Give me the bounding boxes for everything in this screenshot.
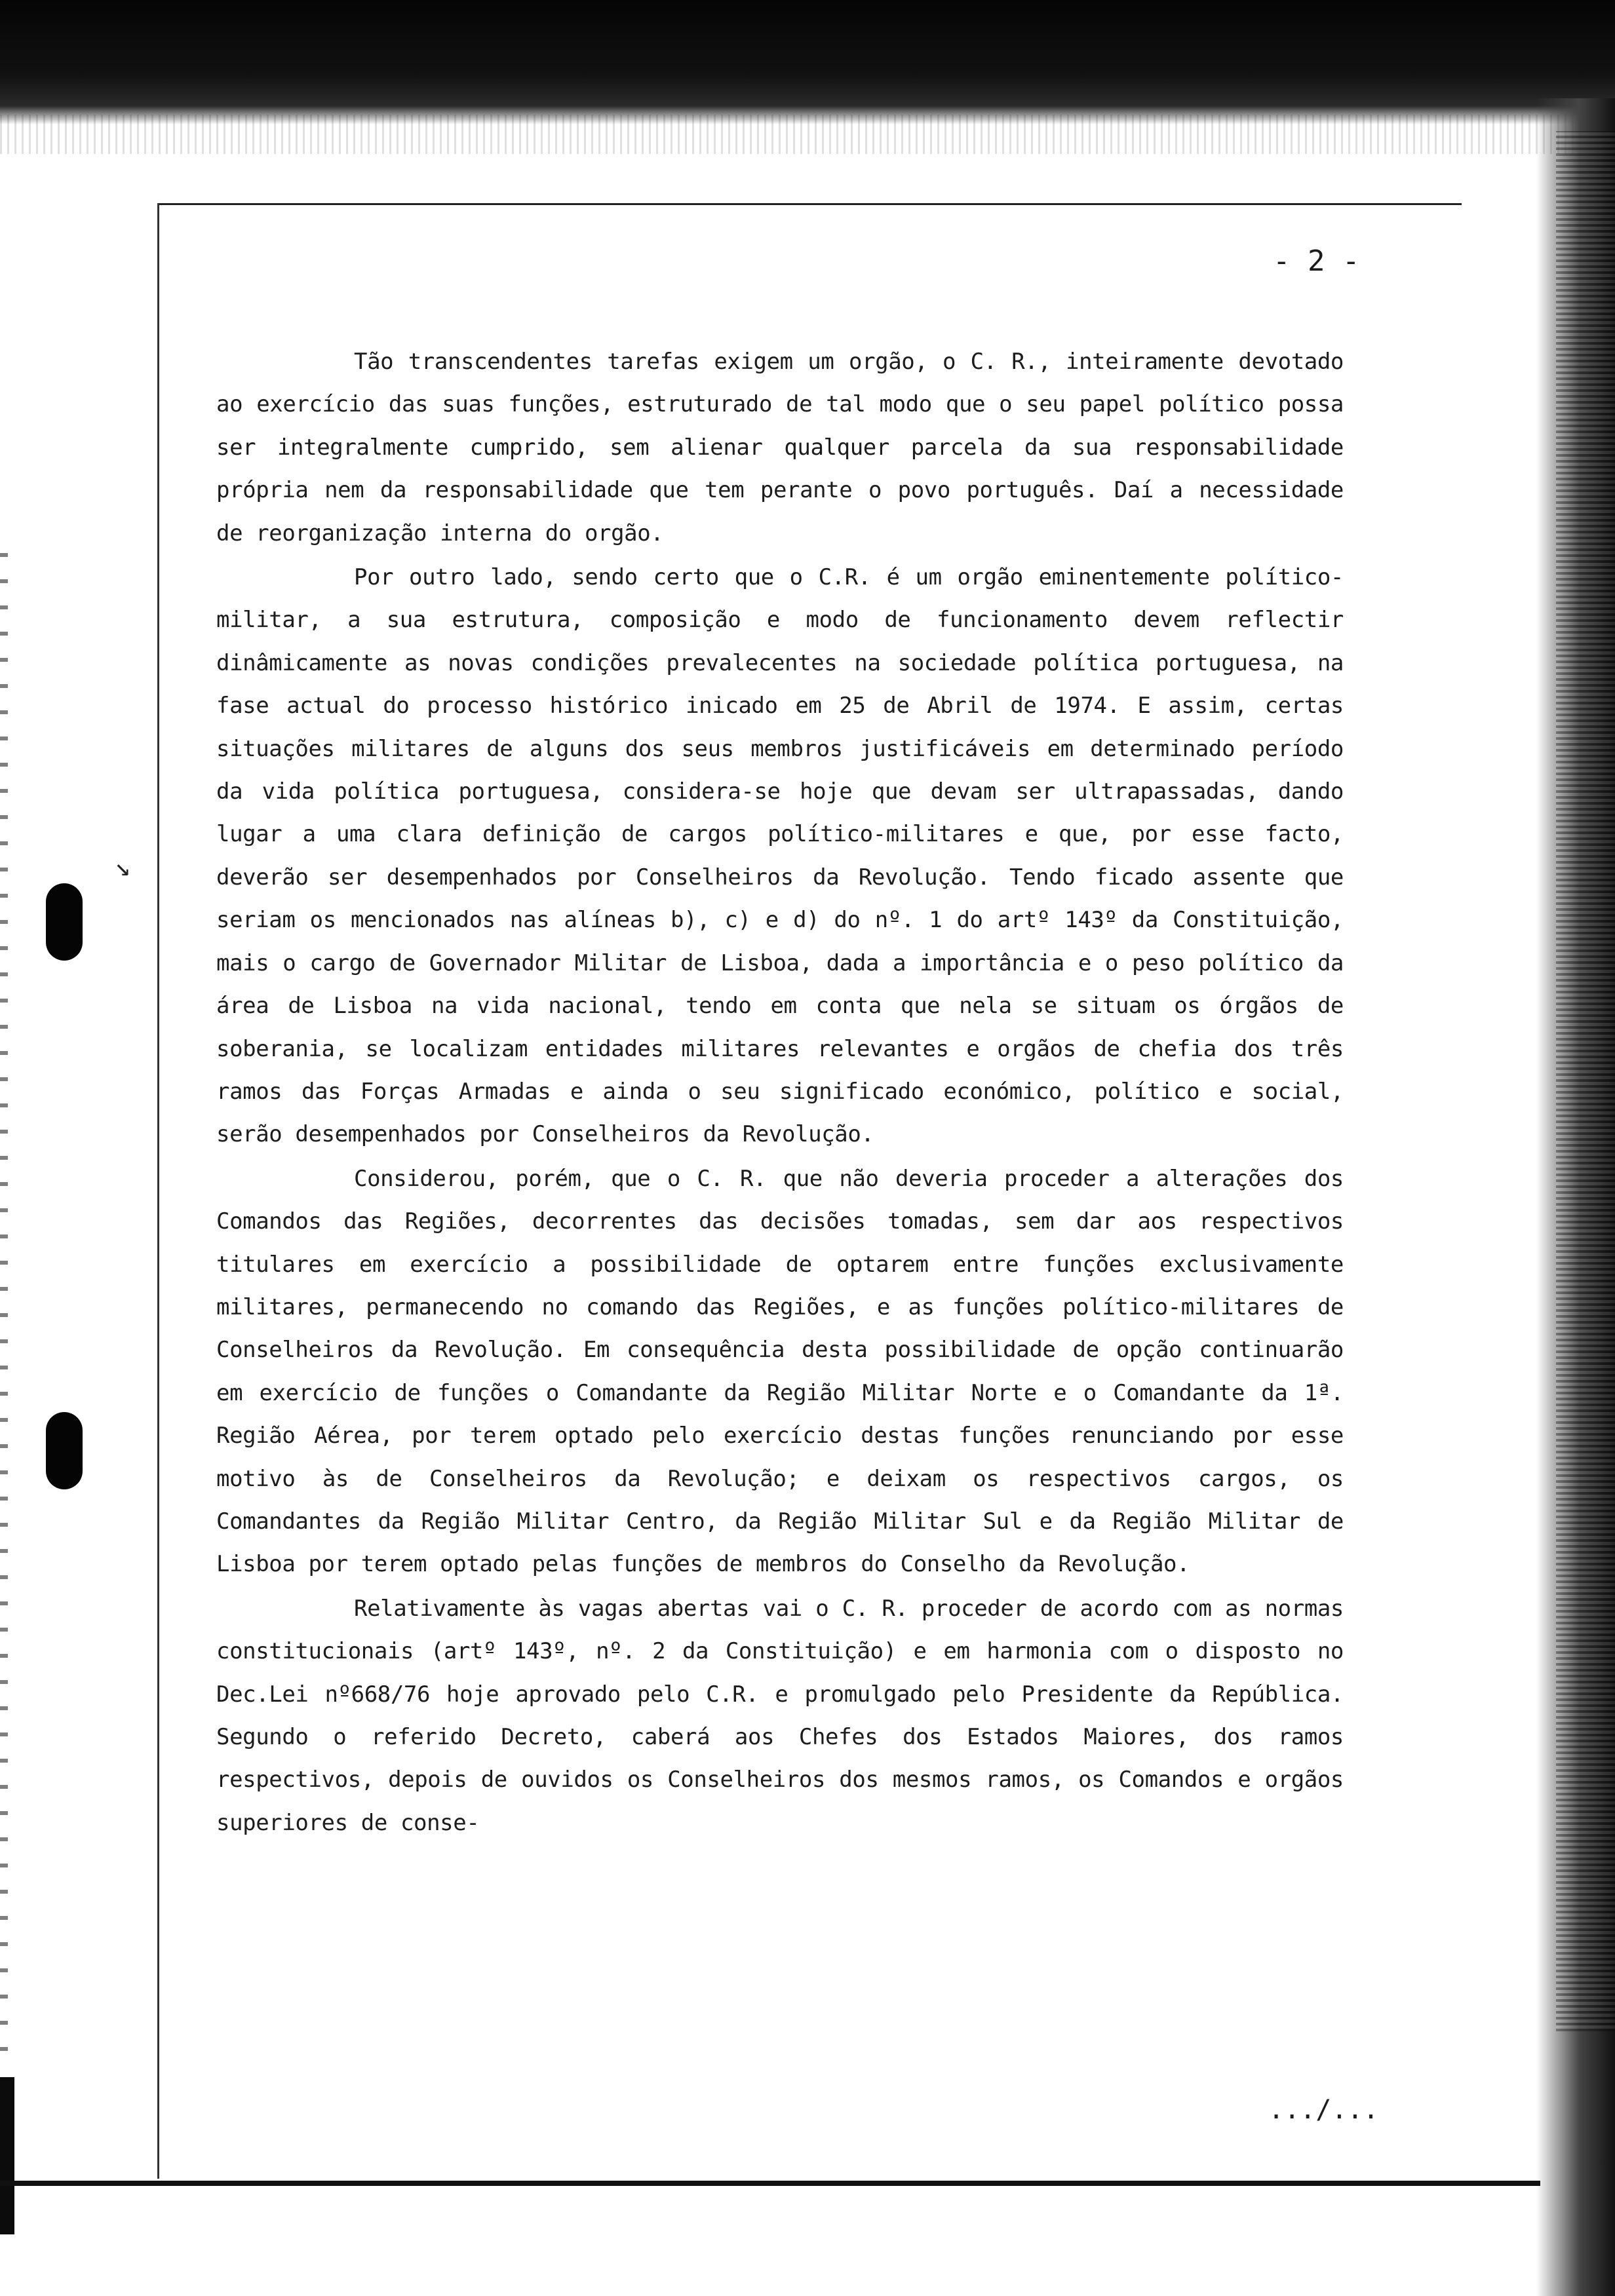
scan-right-texture — [1556, 131, 1615, 2031]
paragraph-1: Tão transcendentes tarefas exigem um orgão, o C. R., inteiramente devotado ao exercício das suas funções, estruturado de tal modo que o seu papel político possa ser integralmente cumprido, sem alienar qualquer parcela da sua responsabilidade própria nem da responsabilidade que tem perante o povo português. Daí a necessidade de reorganização interna do orgão. — [216, 349, 1344, 546]
document-body — [216, 341, 1344, 1846]
page-frame-bottom — [0, 2181, 1540, 2186]
margin-mark: ↘ — [115, 852, 131, 882]
paragraph-2: Por outro lado, sendo certo que o C.R. é um orgão eminentemente político-militar, a sua estrutura, composição e modo de funcionamento devem reflectir dinâmicamente as novas condições prevalecentes na sociedade política portuguesa, na fase actual do processo histórico inicado em 25 de Abril de 1974. E assim, certas situações militares de alguns dos seus membros justificáveis em determinado período da vida política portuguesa, considera-se hoje que devam ser ultrapassadas, dando lugar a uma clara definição de cargos político-militares e que, por esse facto, deverão ser desempenhados por Conselheiros da Revolução. Tendo ficado assente que seriam os mencionados nas alíneas b), c) e d) do nº. 1 do artº 143º da Constituição, mais o cargo de Governador Militar de Lisboa, dada a importância e o peso político da área de Lisboa na vida nacional, tendo em conta que nela se situam os órgãos de soberania, se localizam entidades militares relevantes e orgãos de chefia dos três ramos das Forças Armadas e ainda o seu significado económico, político e social, serão desempenhados por Conselheiros da Revolução. — [216, 564, 1344, 1148]
punch-hole-upper — [46, 883, 83, 961]
scan-top-shadow — [0, 0, 1615, 124]
scan-top-noise — [0, 115, 1615, 154]
punch-hole-lower — [46, 1412, 83, 1489]
continuation-marker: .../... — [1268, 2095, 1379, 2125]
page-frame-top — [157, 203, 1462, 205]
scan-left-bar — [0, 2077, 14, 2234]
page-frame-left — [157, 203, 159, 2179]
scan-left-strip — [0, 544, 8, 2051]
paragraph-4: Relativamente às vagas abertas vai o C. R. proceder de acordo com as normas constitucionais (artº 143º, nº. 2 da Constituição) e em harmonia com o disposto no Dec.Lei nº668/76 hoje aprovado pelo C.R. e promulgado pelo Presidente da República. Segundo o referido Decreto, caberá aos Chefes dos Estados Maiores, dos ramos respectivos, depois de ouvidos os Conselheiros dos mesmos ramos, os Comandos e orgãos superiores de conse- — [216, 1595, 1344, 1836]
paragraph-3: Considerou, porém, que o C. R. que não deveria proceder a alterações dos Comandos das Regiões, decorrentes das decisões tomadas, sem dar aos respectivos titulares em exercício a possibilidade de optarem entre funções exclusivamente militares, permanecendo no comando das Regiões, e as funções político-militares de Conselheiros da Revolução. Em consequência desta possibilidade de opção continuarão em exercício de funções o Comandante da Região Militar Norte e o Comandante da 1ª. Região Aérea, por terem optado pelo exercício destas funções renunciando por esse motivo às de Conselheiros da Revolução; e deixam os respectivos cargos, os Comandantes da Região Militar Centro, da Região Militar Sul e da Região Militar de Lisboa por terem optado pelas funções de membros do Conselho da Revolução. — [216, 1165, 1344, 1578]
page-number: - 2 - — [1273, 244, 1360, 278]
